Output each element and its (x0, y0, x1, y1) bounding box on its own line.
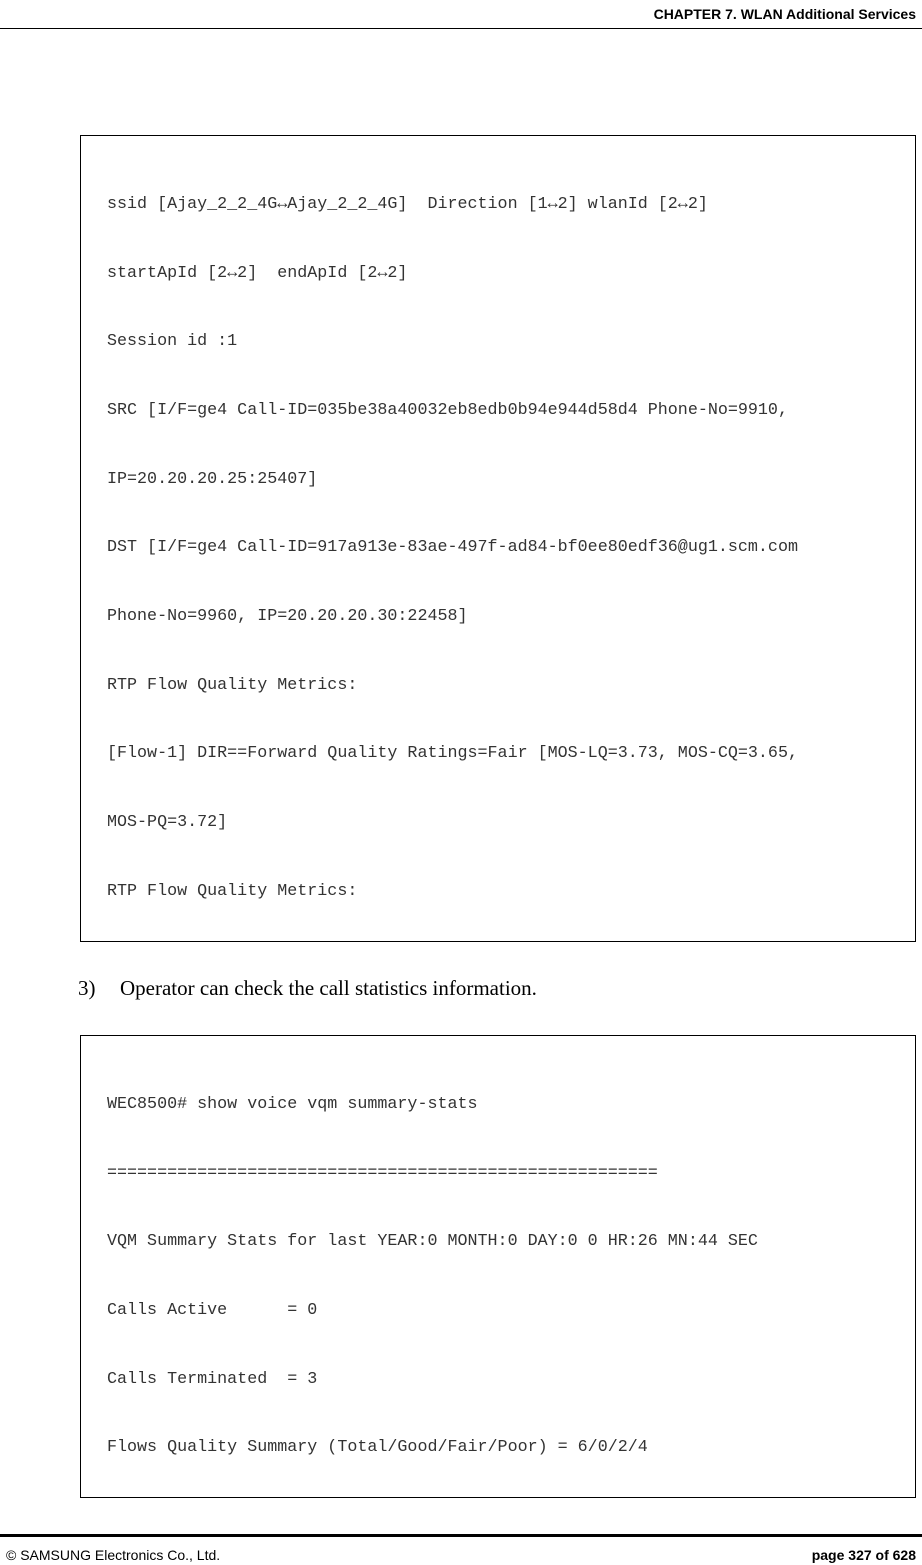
code-line: RTP Flow Quality Metrics: (107, 675, 358, 695)
chapter-title: CHAPTER 7. WLAN Additional Services (653, 6, 916, 22)
code-line: VQM Summary Stats for last YEAR:0 MONTH:0 DAY:0 0 HR:26 MN:44 SEC (107, 1232, 758, 1252)
page-number: page 327 of 628 (811, 1547, 916, 1563)
code-line: SRC [I/F=ge4 Call-ID=035be38a40032eb8edb0b94e944d58d4 Phone-No=9910, (107, 400, 788, 420)
copyright-notice: © SAMSUNG Electronics Co., Ltd. (6, 1547, 221, 1563)
cli-output-block-connections (80, 135, 916, 942)
code-line: ======================================================= (107, 1163, 658, 1183)
code-line: Calls Active = 0 (107, 1300, 318, 1320)
step-number: 3) (78, 976, 96, 1000)
code-line: WEC8500# show voice vqm summary-stats (107, 1094, 478, 1114)
code-line: ssid [Ajay_2_2_4G↔Ajay_2_2_4G] Direction [1↔2] wlanId [2↔2] (107, 194, 708, 214)
code-line: RTP Flow Quality Metrics: (107, 881, 358, 901)
code-line: IP=20.20.20.25:25407] (107, 469, 318, 489)
code-line: Calls Terminated = 3 (107, 1369, 318, 1389)
code-line: DST [I/F=ge4 Call-ID=917a913e-83ae-497f-ad84-bf0ee80edf36@ug1.scm.com (107, 538, 798, 558)
code-line: MOS-PQ=3.72] (107, 813, 228, 833)
page-footer (0, 1534, 922, 1563)
code-line: Flows Quality Summary (Total/Good/Fair/Poor) = 6/0/2/4 (107, 1438, 648, 1458)
page-header (0, 0, 922, 29)
code-line: Phone-No=9960, IP=20.20.20.30:22458] (107, 607, 468, 627)
code-line: [Flow-1] DIR==Forward Quality Ratings=Fair [MOS-LQ=3.73, MOS-CQ=3.65, (107, 744, 798, 764)
step-instruction (78, 976, 537, 1001)
step-text: Operator can check the call statistics information. (120, 976, 537, 1000)
cli-output-block-summary-stats (80, 1035, 916, 1498)
code-line: Session id :1 (107, 332, 238, 352)
code-line: startApId [2↔2] endApId [2↔2] (107, 263, 408, 283)
